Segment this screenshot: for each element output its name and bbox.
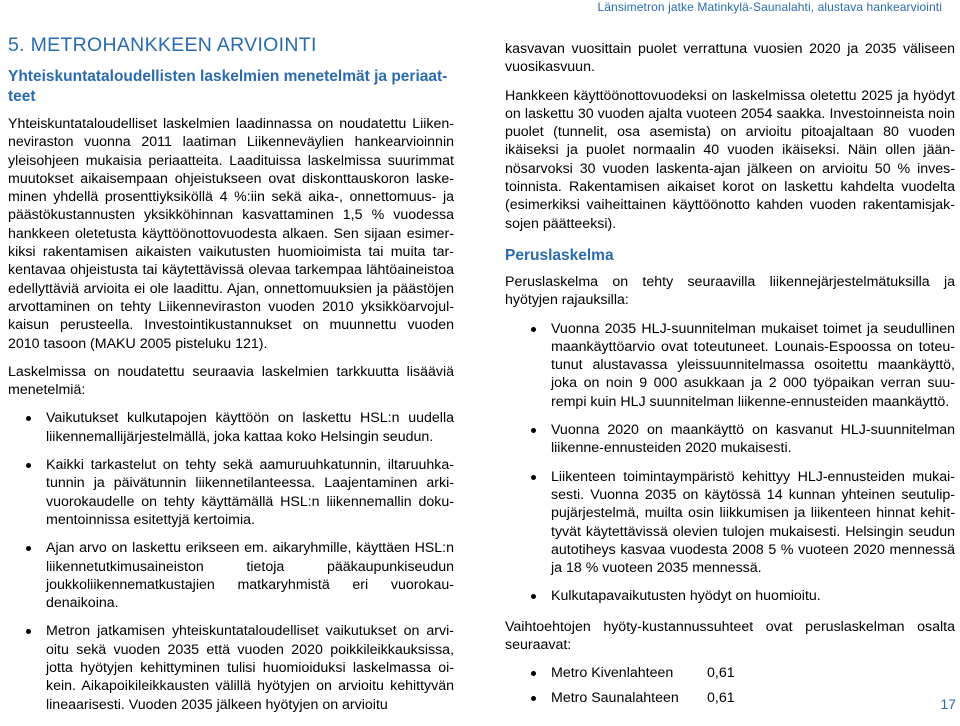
- section-title-methods: Yhteiskuntataloudellisten laskelmien menetelmät ja periaatteet: [8, 68, 448, 105]
- list-item: Ajan arvo on laskettu erikseen em. aikaryhmille, käyttäen HSL:n liikennetutkimusaineiston tietoja pääkaupunkiseudun joukkoliikennematkustajien matkaryhmistä eri vuorokaudenaikoina.: [8, 539, 454, 612]
- bullet-icon: [26, 463, 31, 468]
- ratio-label: Metro Saunalahteen: [551, 689, 679, 706]
- methods-intro-paragraph: Laskelmissa on noudatettu seuraavia laskelmien tarkkuutta lisääviä menetelmiä:: [8, 363, 454, 399]
- list-item: Vuonna 2035 HLJ-suunnitelman mukaiset toimet ja seudullinen maankäyttöarvio ovat toteutuneet. Lounais-Espoossa on toteutunut alustavassa yleissuunnitelmassa osoitettu maankäyttö, joka on noin 9 000 asukkaan ja 2 000 työpaikan verran suurempi kuin HLJ suunnitelman liikenne-ennusteiden maankäyttö.: [505, 320, 955, 411]
- list-item: Kulkutapavaikutusten hyödyt on huomioitu.: [505, 587, 955, 605]
- peruslaskelma-intro: Peruslaskelma on tehty seuraavilla liikennejärjestelmätuksilla ja hyötyjen rajauksilla:: [505, 273, 955, 309]
- chapter-title: 5. METROHANKKEEN ARVIOINTI: [8, 34, 317, 56]
- peruslaskelma-list: [505, 320, 955, 606]
- benefits-paragraph: Hankkeen käyttöönottovuodeksi on laskelmissa oletettu 2025 ja hyödyt on laskettu 30 vuoden ajalta vuoteen 2054 saakka. Investoinneista noin puolet (tunnelit, osa asemista) on arvioitu pitoajaltaan 80 vuoden ikäiseksi ja puolet normaalin 40 vuoden ikäiseksi. Näin ollen jäännösarvoksi 30 vuoden laskenta-ajan jälkeen on arvioitu 50 % investoinnista. Rakentamisen aikaiset korot on laskettu kahdelta vuodelta (esimerkiksi vaiheittainen käyttöönotto kahden vuoden rakentamisjaksojen päätteeksi).: [505, 87, 955, 232]
- bullet-icon: [26, 629, 31, 634]
- running-header: Länsimetron jatke Matinkylä-Saunalahti, alustava hankearviointi: [597, 0, 942, 14]
- bullet-icon: [531, 428, 536, 433]
- ratios-intro: Vaihtoehtojen hyöty-kustannussuhteet ovat peruslaskelman osalta seuraavat:: [505, 618, 955, 654]
- bullet-icon: [531, 475, 536, 480]
- list-item: [505, 689, 955, 707]
- ratio-label: Metro Kivenlahteen: [551, 665, 674, 682]
- list-item: Metron jatkamisen yhteiskuntataloudelliset vaikutukset on arvioitu sekä vuoden 2035 että vuoden 2020 poikkileikkauksissa, jotta hyötyjen kehittyminen tulisi huomioiduksi laskelmassa oikein. Aikapoikileikkausten välillä hyötyjen on arvioitu kehittyvän lineaarisesti. Vuoden 2035 jälkeen hyötyjen on arvioitu: [8, 622, 454, 713]
- list-item: Vaikutukset kulkutapojen käyttöön on laskettu HSL:n uudella liikennemallijärjestelmällä, joka kattaa koko Helsingin seudun.: [8, 409, 454, 446]
- bullet-icon: [26, 546, 31, 551]
- bullet-icon: [531, 671, 536, 676]
- list-item: Kaikki tarkastelut on tehty sekä aamuruuhkatunnin, iltaruuhkatunnin ja päivätunnin liikennetilanteessa. Laajentaminen arkivuorokaudelle on tehty käyttämällä HSL:n liikennemallin dokumentoinnissa esitettyjä kertoimia.: [8, 456, 454, 529]
- list-item: [505, 664, 955, 682]
- bullet-icon: [531, 327, 536, 332]
- list-item: Vuonna 2020 on maankäyttö on kasvanut HLJ-suunnitelman liikenne-ennusteiden 2020 mukaisesti.: [505, 421, 955, 458]
- list-item: Liikenteen toimintaympäristö kehittyy HLJ-ennusteiden mukaisesti. Vuonna 2035 on käytössä 14 kunnan yhteinen seutulippujärjestelmä, muilta osin liikkumisen ja liikenteen hinnat kehittyvät käytettävissä olevien tulojen mukaisesti. Helsingin seudun autotiheys kasvaa vuodesta 2008 5 % vuoteen 2020 mennessä ja 18 % vuoteen 2035 mennessä.: [505, 468, 955, 578]
- page-number: 17: [940, 696, 956, 712]
- ratios-list: [505, 664, 955, 707]
- bullet-icon: [531, 594, 536, 599]
- bullet-icon: [531, 696, 536, 701]
- methods-paragraph: Yhteiskuntataloudelliset laskelmien laadinnassa on noudatettu Liikenneviraston vuonna 2011 laatiman Liikenneväylien hankearvioinnin yleisohjeen mukaisia periaatteita. Laadituissa laskelmissa suurimmat muutokset aikaisempaan ohjeistukseen ovat diskonttauskoron laskeminen yhdellä prosenttiyksiköllä 4 %:iin sekä aika-, onnettomuus- ja päästökustannusten yksikköhinnan kasvattaminen 1,5 % vuodessa hankkeen oletetusta käyttöönottovuodesta alkaen. Sen sijaan esimerkiksi rakentamisen aikaisten vaikutusten huomioimista tai muita tarkentavaa ohjeistusta tai käytettävissä olevaa tarkempaa lähtöaineistoa edellyttäviä arvioita ei ole laadittu. Ajan, onnettomuuksien ja päästöjen arvottaminen on tehty Liikenneviraston vuoden 2010 yksikköarvojulkaisun perusteella. Investointikustannukset on muunnettu vuoden 2010 tasoon (MAKU 2005 pisteluku 121).: [8, 116, 454, 352]
- bullet-icon: [26, 416, 31, 421]
- right-column: [505, 40, 955, 719]
- continued-paragraph: kasvavan vuosittain puolet verrattuna vuosien 2020 ja 2035 väliseen vuosikasvuun.: [505, 41, 955, 76]
- methods-list: [8, 409, 454, 713]
- ratio-value: 0,61: [707, 665, 735, 682]
- section-title-peruslaskelma: Peruslaskelma: [505, 246, 614, 264]
- ratio-value: 0,61: [707, 689, 735, 706]
- left-column: [8, 34, 454, 726]
